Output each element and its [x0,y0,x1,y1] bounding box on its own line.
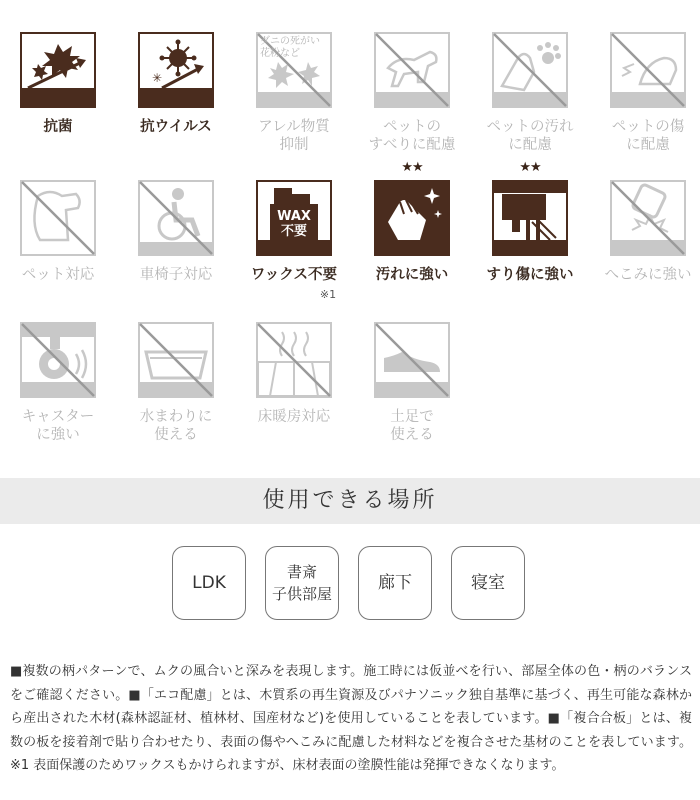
feature-label: ワックス不要 [250,267,338,283]
pet-friendly-icon [20,180,96,256]
caster-icon [20,322,96,398]
stain-resistant-icon [374,180,450,256]
no-wax-icon [256,180,332,256]
antivirus-icon [138,32,214,108]
feature-label: ペット対応 [21,267,95,283]
allergen-suppression-icon [256,32,332,108]
feature-label: 車椅子対応 [139,267,213,283]
icon-caption: ダニの死がい 花粉など [260,36,320,59]
rating-stars: ★★ [401,160,423,175]
feature-label: ペットの すべりに配慮 [368,119,456,153]
dent-resistant-icon [610,180,686,256]
places-title: 使用できる場所 [262,488,438,513]
pet-slip-icon [374,32,450,108]
feature-label: ペットの汚れ に配慮 [486,119,574,153]
rating-stars: ★★ [519,160,541,175]
feature-label: 床暖房対応 [257,409,331,425]
unnecessary-text: 不要 [280,224,307,239]
place-study-kids-room: 書斎 子供部屋 [265,546,339,620]
wheelchair-icon [138,180,214,256]
feature-label: 汚れに強い [375,267,449,283]
floor-heating-icon [256,322,332,398]
feature-label: 水まわりに 使える [139,409,213,443]
svg-text:✳: ✳ [152,71,163,85]
water-area-icon [138,322,214,398]
antibacterial-icon [20,32,96,108]
scratch-resistant-icon [492,180,568,256]
places-section-header [0,478,700,524]
feature-label: すり傷に強い [486,267,574,283]
feature-label: アレル物質 抑制 [258,119,330,153]
pet-scratch-icon [610,32,686,108]
product-description: ■複数の柄パターンで、ムクの風合いと深みを表現します。施工時には仮並べを行い、部屋全体の色・柄のバランスをご確認ください。■「エコ配慮」とは、木質系の再生資源及びパナソニック独自基準に基づく、再生可能な森林から産出された木材(森林認証材、植林材、国産材など)を使用していることを表しています。■「複合合板」とは、複数の板を接着剤で貼り合わせたり、表面の傷やへこみに配慮した材料などを複合させた基材のことを表しています。※1 表面保護のためワックスもかけられますが、床材表面の塗膜性能は発揮できなくなります。 [10,664,692,773]
place-ldk: LDK [172,546,246,620]
feature-label: キャスター に強い [21,409,95,443]
feature-label: 土足で 使える [390,409,434,443]
feature-label: 抗菌 [43,119,73,135]
wax-text: WAX [277,209,311,224]
feature-label: 抗ウイルス [140,119,212,135]
pet-stain-icon [492,32,568,108]
shoes-icon [374,322,450,398]
feature-label: へこみに強い [604,267,692,283]
place-bedroom: 寝室 [451,546,525,620]
feature-label: ペットの傷 に配慮 [611,119,685,153]
place-hallway: 廊下 [358,546,432,620]
footnote-mark: ※1 [319,288,337,301]
